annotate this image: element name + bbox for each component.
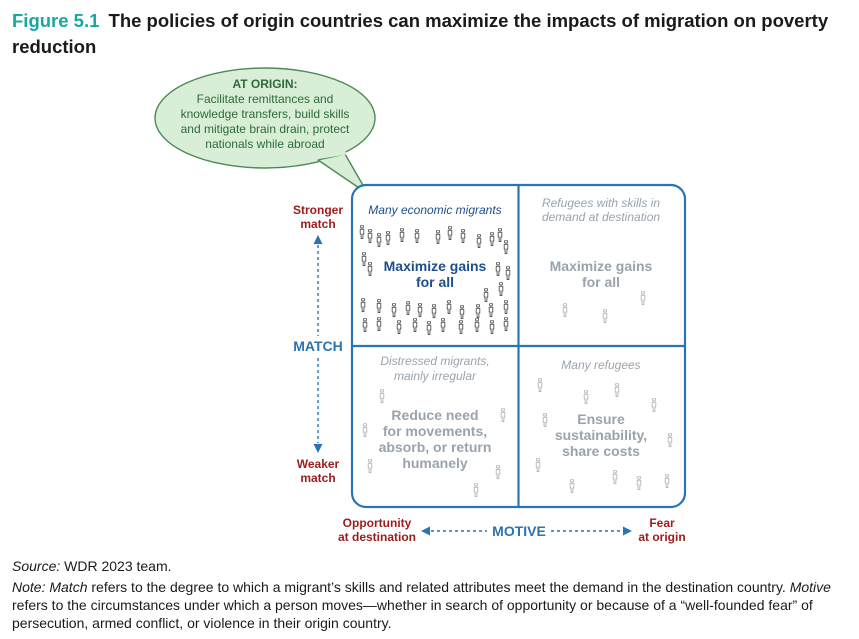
quadrant-action: Reduce need (391, 407, 479, 423)
source-text: WDR 2023 team. (64, 558, 172, 574)
note-label: Note: (12, 579, 46, 595)
axis-right-label: Fear (649, 516, 675, 530)
quadrant-subtitle: Refugees with skills in (541, 196, 661, 210)
quadrant-action: share costs (562, 443, 640, 459)
quadrant-subtitle: Many economic migrants (368, 203, 502, 217)
quadrant-subtitle: mainly irregular (393, 369, 477, 383)
axis-left-label: at destination (337, 530, 417, 544)
axis-top-label: Stronger (292, 203, 344, 217)
note-match-term: Match (49, 579, 88, 595)
callout-heading: AT ORIGIN: (232, 77, 298, 91)
quadrant-subtitle: Distressed migrants, (380, 354, 490, 368)
note-text-2: refers to the circumstances under which a person moves—whether in search of opportunity or because of a “well-founded fear” of persecution, armed conflict, or violence in their origin country. (12, 597, 813, 631)
figure-title-text: The policies of origin countries can maximize the impacts of migration on poverty reduction (12, 10, 829, 57)
arrow-up-icon (314, 235, 323, 244)
quadrant-action: for all (415, 274, 455, 290)
callout-line: nationals while abroad (205, 137, 325, 151)
quadrant-subtitle: demand at destination (541, 210, 661, 224)
at-origin-callout (155, 68, 375, 194)
quadrant-action: sustainability, (554, 427, 648, 443)
arrow-down-icon (314, 444, 323, 453)
quadrant-action: absorb, or return (378, 439, 492, 455)
quadrant-subtitle: Many refugees (561, 358, 641, 372)
note-motive-term: Motive (789, 579, 831, 595)
match-axis (293, 203, 343, 485)
motive-axis (338, 516, 686, 544)
figure-number: Figure 5.1 (12, 10, 100, 31)
axis-bottom-label: Weaker (296, 457, 340, 471)
quadrant-action: for movements, (382, 423, 488, 439)
quadrant-action: humanely (402, 455, 468, 471)
axis-top-label: match (300, 217, 336, 231)
callout-line: Facilitate remittances and (196, 92, 334, 106)
quadrant-action: Maximize gains (383, 258, 487, 274)
note-text-1: refers to the degree to which a migrant’s skills and related attributes meet the demand in the destination country. (91, 579, 786, 595)
quadrant-action: for all (581, 274, 621, 290)
note-paragraph (12, 578, 848, 632)
source-line (12, 557, 844, 575)
callout-line: knowledge transfers, build skills (180, 107, 350, 121)
source-label: Source: (12, 558, 61, 574)
axis-left-label: Opportunity (342, 516, 412, 530)
quadrant-action: Ensure (577, 411, 625, 427)
arrow-left-icon (421, 527, 430, 536)
callout-line: and mitigate brain drain, protect (180, 122, 350, 136)
match-axis-label: MATCH (293, 338, 343, 354)
arrow-right-icon (623, 527, 632, 536)
quadrant-action: Maximize gains (549, 258, 653, 274)
axis-right-label: at origin (638, 530, 686, 544)
quadrant-bottom-left (379, 354, 492, 471)
axis-bottom-label: match (300, 471, 336, 485)
motive-axis-label: MOTIVE (492, 523, 546, 539)
